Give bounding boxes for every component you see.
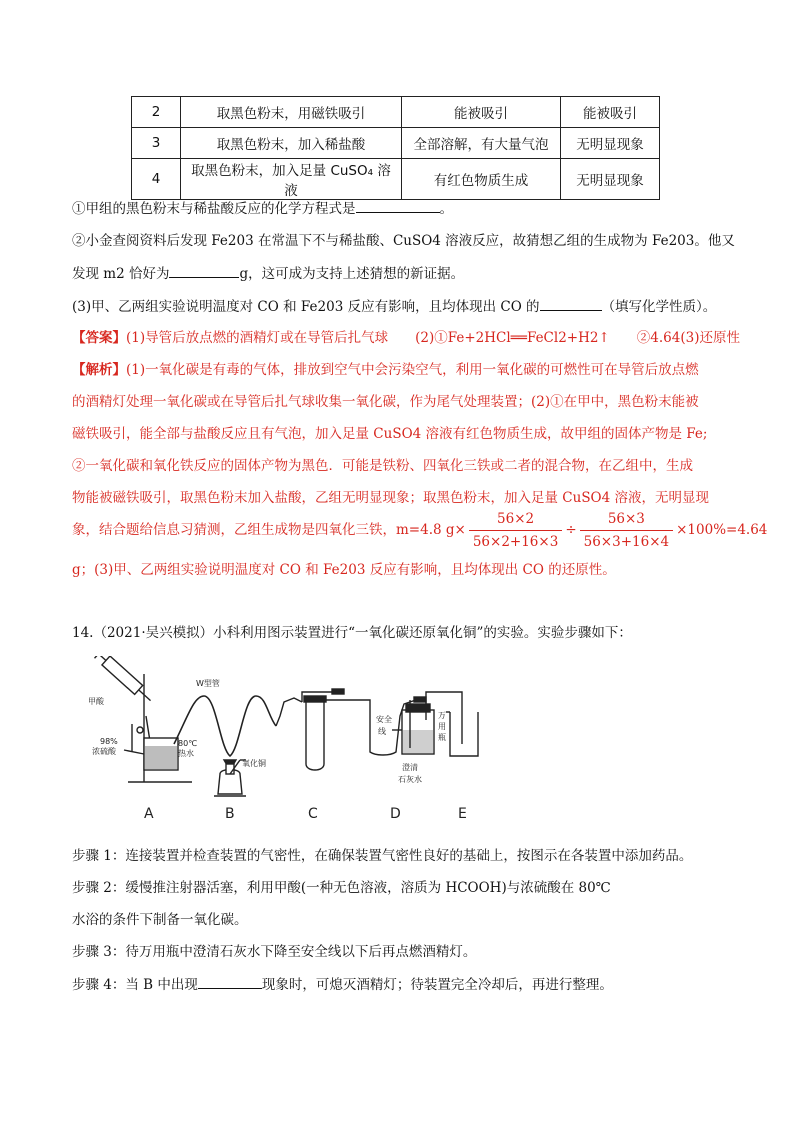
label-acid-1: 98% [100, 737, 118, 746]
label-bottle-3: 瓶 [438, 733, 446, 742]
analysis-line-3: 磁铁吸引，能全部与盐酸反应且有气泡，加入足量 CuSO4 溶液有红色物质生成，故甲组的固体产物是 Fe; [72, 426, 708, 442]
result-a-cell: 全部溶解，有大量气泡 [402, 128, 561, 159]
letter-e: E [458, 806, 467, 822]
result-b-cell: 能被吸引 [561, 97, 660, 128]
result-a-cell: 能被吸引 [402, 97, 561, 128]
analysis-line-1: 【解析】(1)一氧化碳是有毒的气体，排放到空气中会污染空气，利用一氧化碳的可燃性可在导管后放点燃 [72, 362, 699, 378]
operation-cell: 取黑色粉末，加入稀盐酸 [181, 128, 402, 159]
result-b-cell: 无明显现象 [561, 159, 660, 200]
analysis-line-4: ②一氧化碳和氧化铁反应的固体产物为黑色．可能是铁粉、四氧化三铁或二者的混合物，在乙组中，生成 [72, 458, 693, 474]
table-row [132, 159, 660, 200]
question-2-line-2: 发现 m2 恰好为 g，这可成为支持上述猜想的新证据。 [72, 263, 464, 284]
question-14-title: 14.（2021·吴兴模拟）小科利用图示装置进行“一氧化碳还原氧化铜”的实验。实验步骤如下： [72, 625, 632, 641]
label-water-2: 热水 [178, 749, 194, 758]
letter-d: D [390, 806, 401, 822]
answer-tag: 【答案】 [72, 330, 126, 346]
step-1: 步骤 1：连接装置并检查装置的气密性，在确保装置气密性良好的基础上，按图示在各装置中添加药品。 [72, 848, 693, 864]
label-safe-2: 线 [378, 727, 386, 736]
row-number: 4 [132, 159, 181, 200]
answer-blank [356, 198, 440, 213]
fraction-1: $\frac{56\times 2}{56\times 2+16\times 3}$ [469, 508, 562, 553]
step-2-line-1: 步骤 2：缓慢推注射器活塞，利用甲酸(一种无色溶液，溶质为 HCOOH)与浓硫酸在 80℃ [72, 880, 611, 896]
label-formic: 甲酸 [88, 697, 104, 706]
label-bottle-2: 用 [438, 722, 446, 731]
question-2-line-1: ②小金查阅资料后发现 Fe203 在常温下不与稀盐酸、CuSO4 溶液反应，故猜想乙组的生成物为 Fe203。他又 [72, 233, 735, 249]
apparatus-c [304, 696, 326, 770]
answer-line [72, 328, 740, 348]
analysis-tag: 【解析】 [72, 362, 126, 378]
label-bottle-1: 万 [438, 711, 446, 720]
label-w-tube: W型管 [196, 679, 220, 688]
apparatus-a [95, 656, 192, 782]
answer-text: (1)导管后放点燃的酒精灯或在导管后扎气球 (2)①Fe+2HCl══FeCl2+H2↑ ②4.64(3)还原性 [126, 330, 740, 346]
table-row [132, 97, 660, 128]
apparatus-diagram [80, 656, 520, 832]
label-lime-1: 澄清 [402, 763, 418, 772]
analysis-line-2: 的酒精灯处理一氧化碳或在导管后扎气球收集一氧化碳，作为尾气处理装置；(2)①在甲中，黑色粉末能被 [72, 394, 699, 410]
question-1: ①甲组的黑色粉末与稀盐酸反应的化学方程式是 。 [72, 198, 453, 219]
step-3: 步骤 3：待万用瓶中澄清石灰水下降至安全线以下后再点燃酒精灯。 [72, 944, 477, 960]
results-table [131, 96, 660, 200]
result-a-cell: 有红色物质生成 [402, 159, 561, 200]
step-4: 步骤 4：当 B 中出现 现象时，可熄灭酒精灯；待装置完全冷却后，再进行整理。 [72, 974, 613, 995]
result-b-cell: 无明显现象 [561, 128, 660, 159]
operation-cell: 取黑色粉末，用磁铁吸引 [181, 97, 402, 128]
analysis-line-6: 象，结合题给信息习猜测，乙组生成物是四氧化三铁，m=4.8 g× $\frac{56\times 2}{56\times 2+16\times 3}$ ÷ $\frac{56\times 3}{56\times 3+16\times 4}$ ×100%=4.64 [72, 508, 767, 553]
answer-blank [540, 296, 602, 311]
row-number: 2 [132, 97, 181, 128]
label-safe-1: 安全 [376, 715, 392, 724]
label-cuo: 氧化铜 [242, 759, 266, 768]
analysis-line-7: g；(3)甲、乙两组实验说明温度对 CO 和 Fe203 反应有影响，且均体现出 CO 的还原性。 [72, 562, 616, 578]
label-acid-2: 浓硫酸 [92, 747, 116, 756]
question-3: (3)甲、乙两组实验说明温度对 CO 和 Fe203 反应有影响，且均体现出 CO 的 （填写化学性质）。 [72, 296, 716, 317]
operation-cell: 取黑色粉末，加入足量 CuSO₄ 溶液 [181, 159, 402, 200]
answer-blank [198, 974, 262, 989]
row-number: 3 [132, 128, 181, 159]
table-row [132, 128, 660, 159]
label-water-1: 80℃ [178, 739, 198, 748]
analysis-line-5: 物能被磁铁吸引，取黑色粉末加入盐酸，乙组无明显现象；取黑色粉末，加入足量 CuSO4 溶液，无明显现 [72, 490, 710, 506]
letter-c: C [308, 806, 318, 822]
letter-b: B [225, 806, 235, 822]
fraction-2: $\frac{56\times 3}{56\times 3+16\times 4}$ [580, 508, 673, 553]
letter-a: A [144, 806, 154, 822]
label-lime-2: 石灰水 [398, 775, 422, 784]
answer-blank [169, 263, 239, 278]
step-2-line-2: 水浴的条件下制备一氧化碳。 [72, 912, 248, 928]
